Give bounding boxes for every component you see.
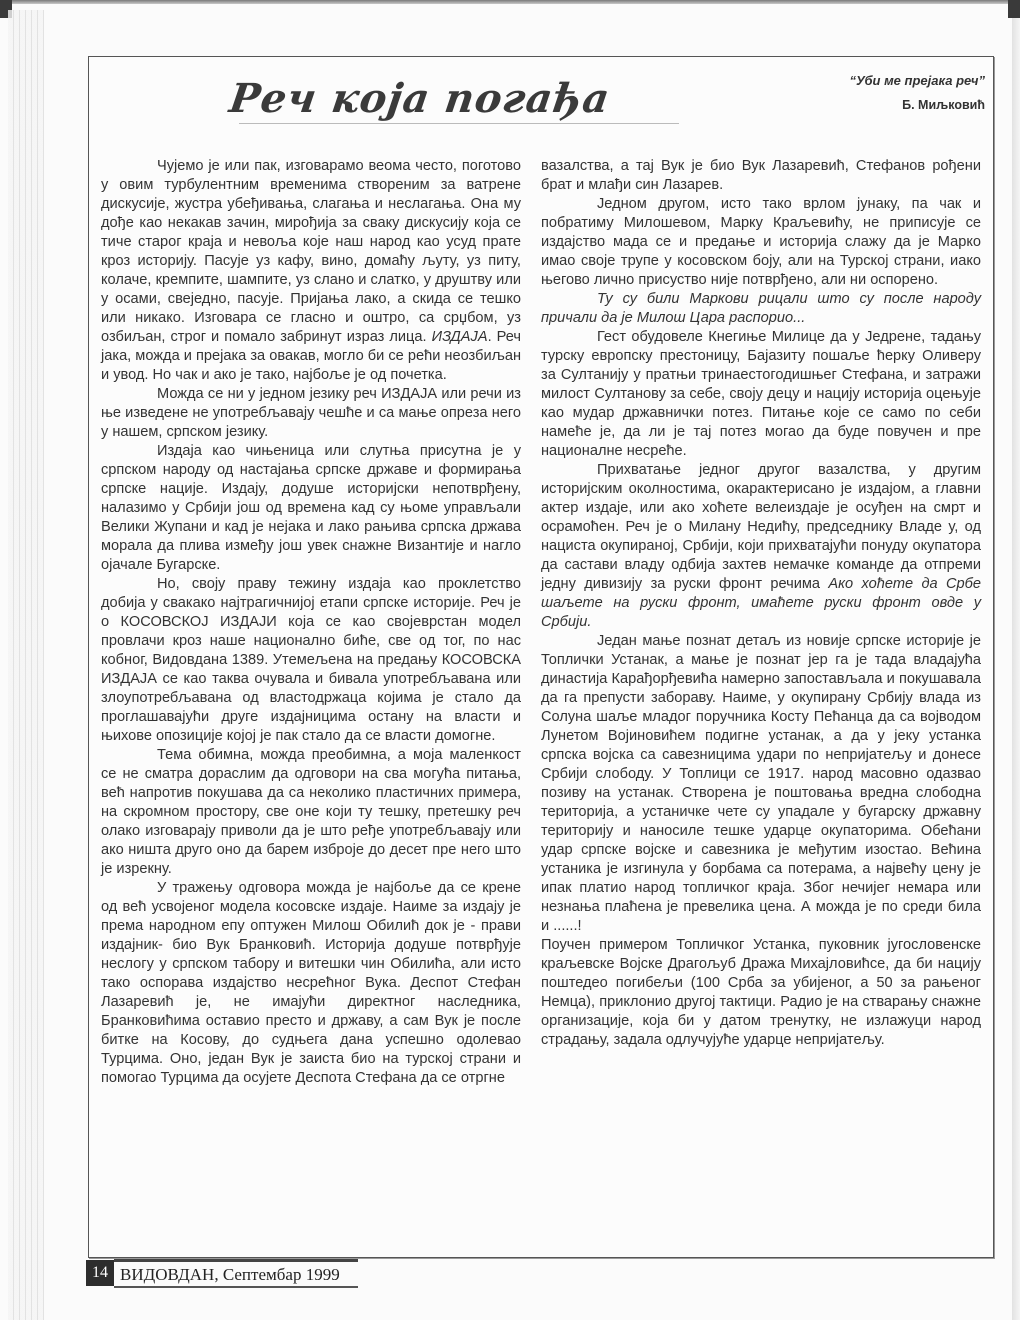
right-column	[541, 157, 981, 1050]
paragraph-quote: Ту су били Маркови рицали што су после народу причали да је Милош Цара распорио...	[541, 291, 981, 326]
paragraph: У тражењу одговора можда је најбоље да се крене од већ усвојеног модела косовске издаје. Наиме за издају је према народном епу оптужен Милош Обилић док је - прави издајник- био Вук Бранковић. Историја додуше потврђује неслогу у српском табору и витешки чин Обилића, али исто тако оспорава издајство несрећног Вука. Деспот Стефан Лазаревић је, не имајући директног наследника, Бранковићима оставио престо и државу, а сам Вук је после битке на Косову, до судњега дана успешно одолевао Турцима. Оно, један Вук је заиста био на турској страни и помогао Турцима да осујете Деспота Стефана да се отргне	[101, 880, 521, 1086]
paragraph: Гест обудовеле Кнегиње Милице да у Једрене, тадању турску европску престоницу, Бајазиту пошаље ћерку Оливеру за Султанију у пратњи тринаестогодишњег Стефана, и затражи милост Султанову за себе, своју децу и нацију историја оцењује као мудар државнички потез. Питање које се само по себи намеће је, да ли је тај потез могао да буде повучен и пре националне несреће.	[541, 329, 981, 459]
page-number: 14	[86, 1260, 114, 1286]
article-title: Реч која погађа	[226, 75, 614, 122]
paragraph-text: Прихватање једног другог вазалства, у другим историјским околностима, окарактерисано је издајом, а главни актер издаје, или ако хоћете велеиздаје је осуђен на смрт и осрамоћен. Реч је о Милану Недићу, председнику Владе у, од нациста окупираној, Србији, који прихватајући понуду окупатора да састави владу одбија захтев немачке команде да отпреми једну дивизију за руски фронт речима	[541, 462, 981, 592]
emphasis-text: ИЗДАЈА	[431, 329, 488, 345]
scan-right-edge	[1012, 0, 1020, 1320]
paragraph: вазалства, а тај Вук је био Вук Лазаревић, Стефанов рођени брат и млађи син Лазарев.	[541, 158, 981, 193]
paragraph-text: . Реч јака, можда и прејака за овакав, могло би се рећи неозбиљан и увод. Но чак и ако је тако, најбоље је од почетка.	[101, 329, 521, 383]
epigraph-author: Б. Миљковић	[902, 98, 985, 112]
paragraph: Издаја као чињеница или слутња присутна је у српском народу од настајања српске државе и формирања српске нације. Издају, додуше историјски непотврђену, налазимо у Србији још од времена кад су њоме управљали Велики Жупани и кад је нејака и лако рањива српска држава морала да плива између још увек снажне Византије и нагло ојачале Бугарске.	[101, 443, 521, 573]
page-footer	[86, 1260, 358, 1286]
paragraph: Један мање познат детаљ из новије српске историје је Топлички Устанак, а мање је познат јер га је тада владајућа династија Карађорђевића намерно запостављала и покушавала да га препусти забораву. Наиме, у окупирану Србију влада из Солуна шаље младог поручника Косту Пећанца да са војводом Лунетом Војиновићем подигне устанак, а да у јеку устанка српска војска са савезницима удари по непријатељу и донесе Србији слободу. У Топлици се 1917. народ масовно одазвао позиву на устанак. Створена је поштовања вредна слободна територија, а устаничке чете су упадале у бугарску државну територију и наносиле тешке ударце окупаторима. Обећани удар српске војске и савезника је међутим изостао. Већина устаника је изгинула у борбама са потерама, а највећу цену је ипак платио народ топличког краја. Због нечијег немара или незнања плаћена је превелика цена. А можда је по среди била и ......!	[541, 633, 981, 934]
paragraph	[101, 157, 521, 385]
paragraph	[541, 461, 981, 632]
paragraph: Једном другом, исто тако врлом јунаку, па чак и побратиму Милошевом, Марку Краљевићу, не приписује се издајство мада се и предање и историја слажу да је Марко имао своје трупе у косовском боју, али на Турској страни, иако његово лично присуство није потврђено, али ни оспорено.	[541, 196, 981, 288]
paragraph: Тема обимна, можда преобимна, а моја маленкост се не сматра дораслим да одговори на сва могућа питања, већ напротив покушава да са неколико пластичних примера, на скромном простору, све оне који ту тешку, претешку реч олако изговарају приволи да је што ређе употребљавају или ако ништа друго оно да барем изброје до десет пре него што је изрекну.	[101, 747, 521, 877]
magazine-issue: ВИДОВДАН, Септембар 1999	[114, 1259, 358, 1288]
scan-corner-right	[1008, 0, 1020, 18]
epigraph-quote: “Уби ме прејака реч”	[849, 73, 985, 88]
emphasis-text: Ако хоћете да Србе шаљете на руски фронт, имаћете руски фронт овде у Србији.	[541, 576, 981, 630]
paragraph: Можда се ни у једном језику реч ИЗДАЈА или речи из ње изведене не употребљавају чешће и са мање опреза него у нашем, српском језику.	[101, 386, 521, 440]
title-underline	[239, 123, 679, 124]
paragraph: Поучен примером Топличког Устанка, пуковник југословенске краљевске Војске Драгољуб Дража Михајловићсе, да би нацију поштедео погибељи (100 Срба за убијеног, а 50 за рањеног Немца), приклонио другој тактици. Радио је на стварању снажне организације, која би у датом тренутку, не излажуци народ страдању, задала одлучујуће ударце непријатељу.	[541, 937, 981, 1048]
left-column	[101, 157, 521, 1088]
paragraph: Но, своју праву тежину издаја као проклетство добија у свакако најтрагичнијој етапи српске историје. Реч је о КОСОВСКОЈ ИЗДАЈИ која се као својеврстан модел провлачи кроз наше национално биће, све од тог, по нас кобног, Видовдана 1389. Утемељена на предању КОСОВСКА ИЗДАЈА се као таква очувала и бивала употребљавана или злоупотребљавана од властодржаца којима је стало да проглашавајући друге издајницима остану на власти и њихове опозиције којој је пак стало да се власти домогне.	[101, 576, 521, 744]
article-frame	[88, 56, 994, 1258]
paragraph-text: Чујемо је или пак, изговарамо веома често, поготово у овим турбулентним временима створеним за ватрене дискусије, жустра убеђивања, слагања и неслагања. Она му дође као некакав зачин, мирођија за сваку дискусију која се тиче старог краја и невоља које наш народ као усуд прате кроз историју. Пасује уз кафу, вино, домаћу љуту, уз питу, колаче, кремпите, шампите, уз слано и слатко, у друштву или у осами, свеједно, пасује. Пријања лако, а скида се тешко или никако. Изговара се гласно и оштро, са срџбом, уз озбиљан, строг и помало забринут израз лица.	[101, 158, 521, 345]
scan-top-edge	[0, 0, 1020, 4]
page-stack-edge	[8, 10, 44, 1320]
epigraph	[849, 73, 985, 112]
